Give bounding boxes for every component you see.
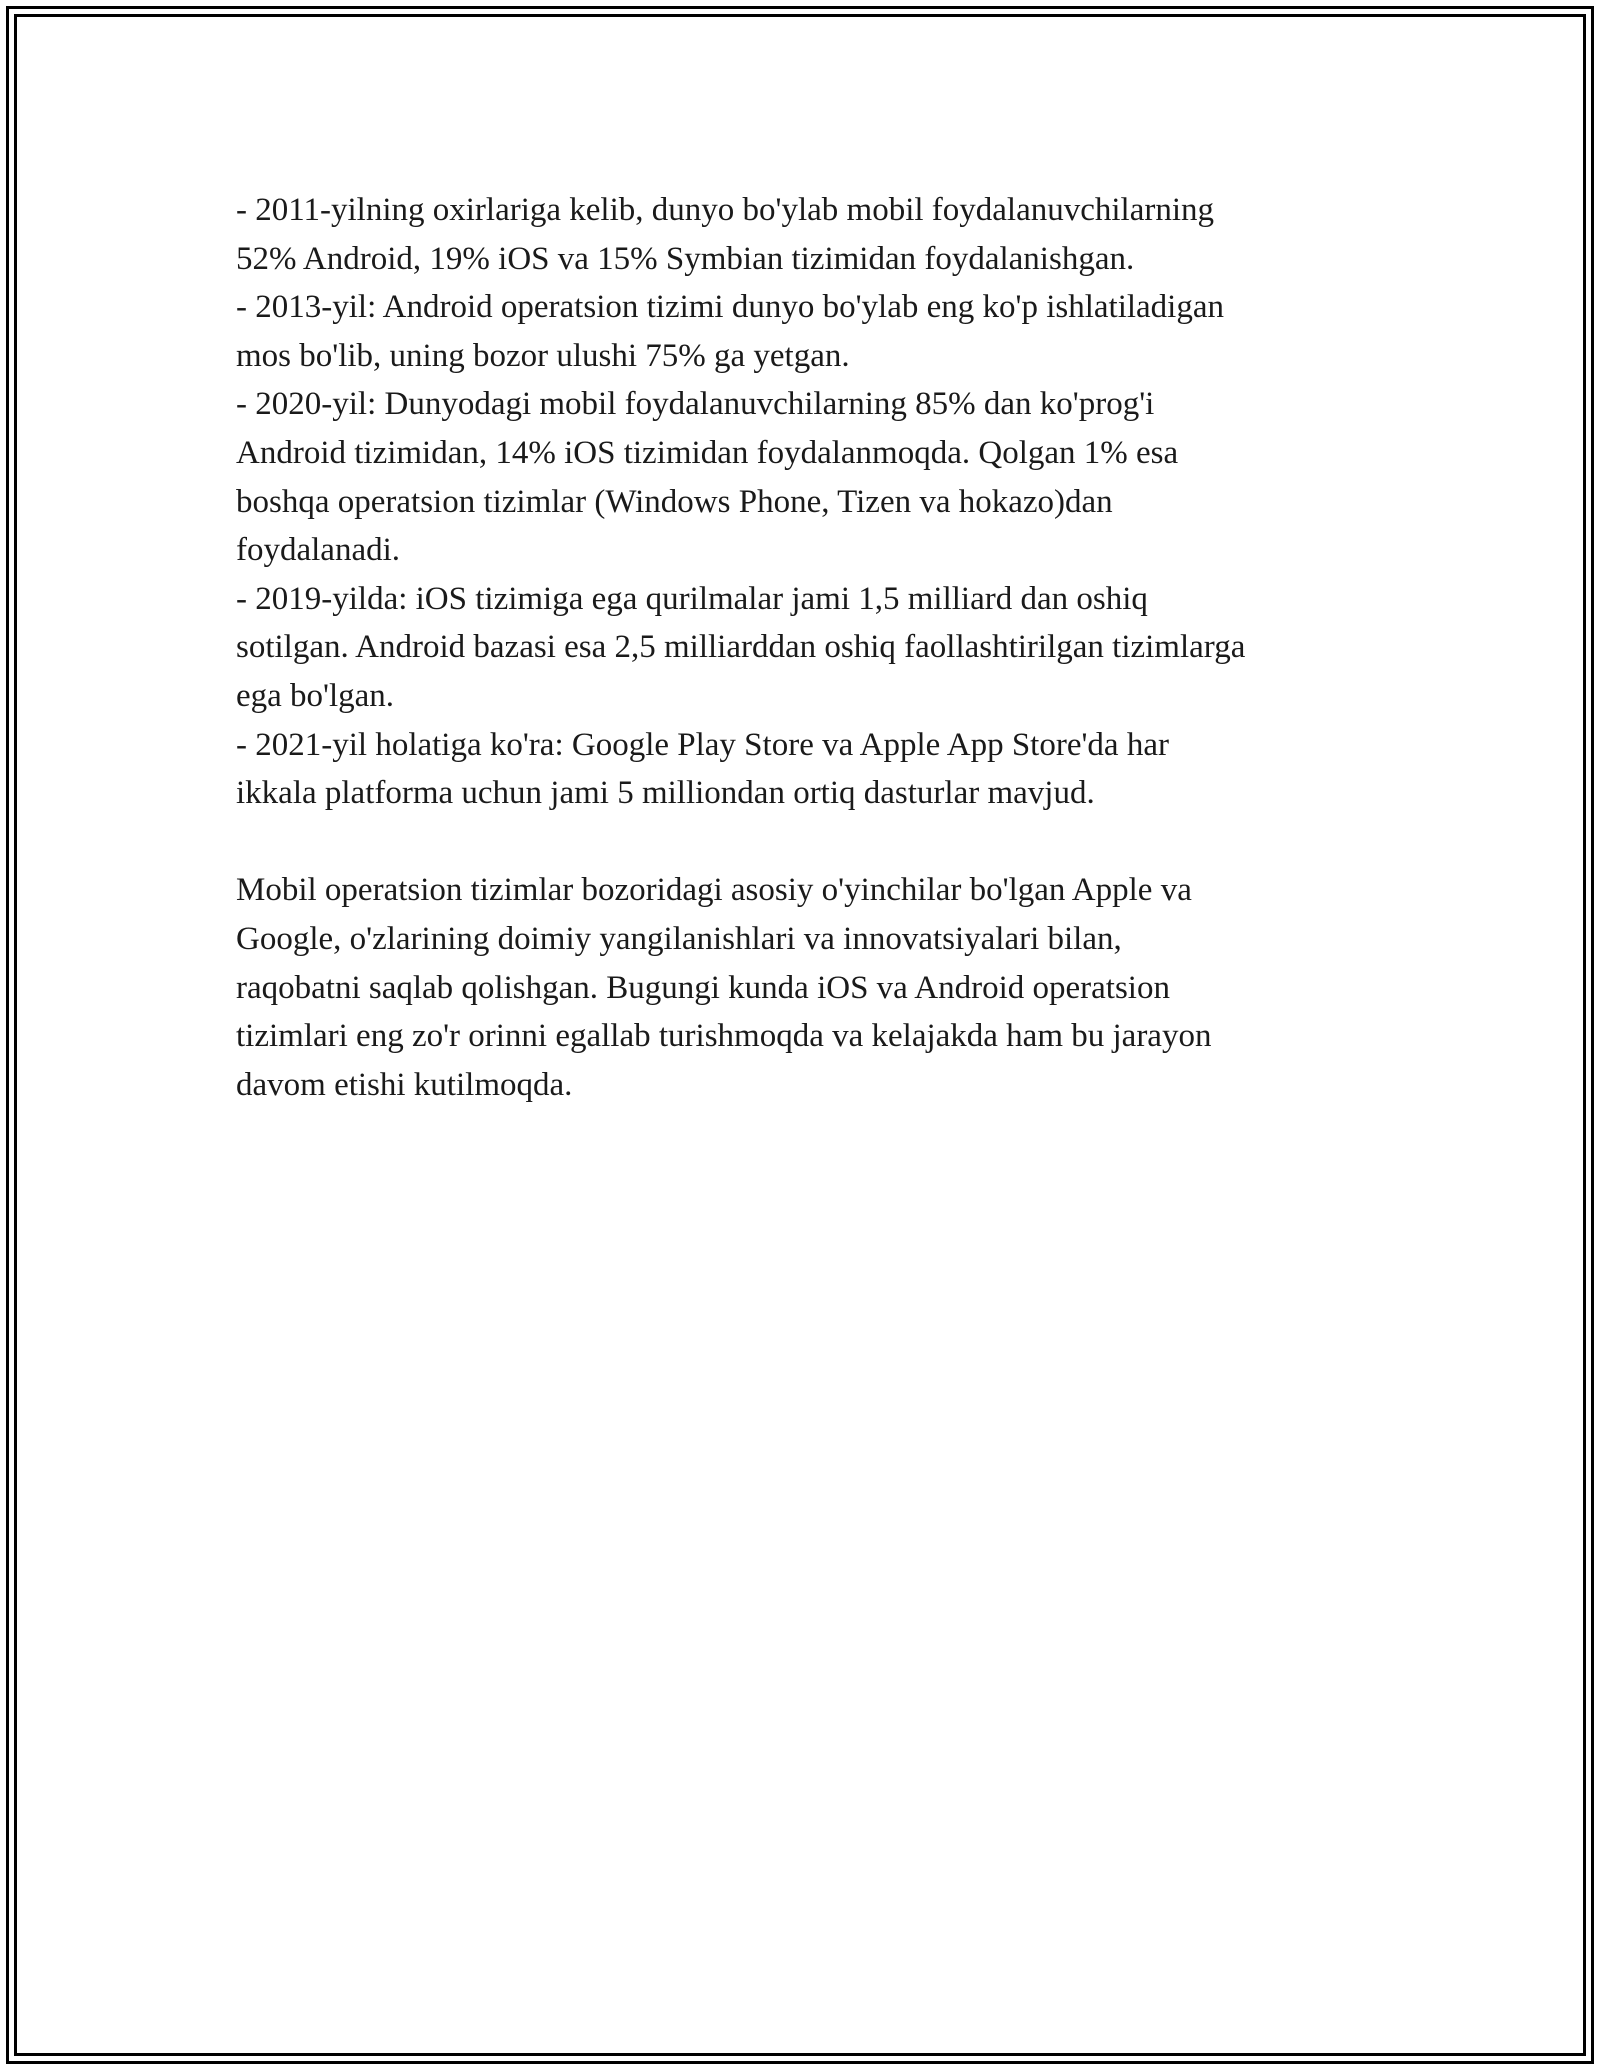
text-line: Android tizimidan, 14% iOS tizimidan foydalanmoqda. Qolgan 1% esa	[236, 434, 1179, 471]
text-line: boshqa operatsion tizimlar (Windows Phone, Tizen va hokazo)dan	[236, 483, 1113, 520]
text-line: - 2013-yil: Android operatsion tizimi dunyo bo'ylab eng ko'p ishlatiladigan	[236, 289, 1225, 326]
text-line: 52% Android, 19% iOS va 15% Symbian tizimidan foydalanishgan.	[236, 240, 1135, 277]
text-line: sotilgan. Android bazasi esa 2,5 milliarddan oshiq faollashtirilgan tizimlarga	[236, 629, 1246, 666]
text-line: - 2011-yilning oxirlariga kelib, dunyo bo'ylab mobil foydalanuvchilarning	[236, 192, 1215, 228]
text-line: tizimlari eng zo'r orinni egallab turishmoqda va kelajakda ham bu jarayon	[236, 1018, 1212, 1055]
text-line: - 2019-yilda: iOS tizimiga ega qurilmalar jami 1,5 milliard dan oshiq	[236, 580, 1148, 617]
text-line: davom etishi kutilmoqda.	[236, 1066, 573, 1103]
text-line: - 2020-yil: Dunyodagi mobil foydalanuvchilarning 85% dan ko'prog'i	[236, 386, 1155, 423]
statistics-list	[236, 186, 1366, 818]
conclusion-paragraph	[236, 866, 1366, 1109]
text-line: Google, o'zlarining doimiy yangilanishlari va innovatsiyalari bilan,	[236, 920, 1122, 957]
text-line: ikkala platforma uchun jami 5 milliondan ortiq dasturlar mavjud.	[236, 775, 1095, 812]
document-body	[236, 186, 1366, 1109]
text-line: foydalanadi.	[236, 532, 401, 569]
text-line: ega bo'lgan.	[236, 677, 395, 714]
text-line: mos bo'lib, uning bozor ulushi 75% ga yetgan.	[236, 337, 850, 374]
text-line: raqobatni saqlab qolishgan. Bugungi kunda iOS va Android operatsion	[236, 969, 1170, 1006]
paragraph-gap	[236, 818, 1366, 867]
text-line: - 2021-yil holatiga ko'ra: Google Play Store va Apple App Store'da har	[236, 726, 1169, 763]
text-line: Mobil operatsion tizimlar bozoridagi asosiy o'yinchilar bo'lgan Apple va	[236, 872, 1192, 909]
